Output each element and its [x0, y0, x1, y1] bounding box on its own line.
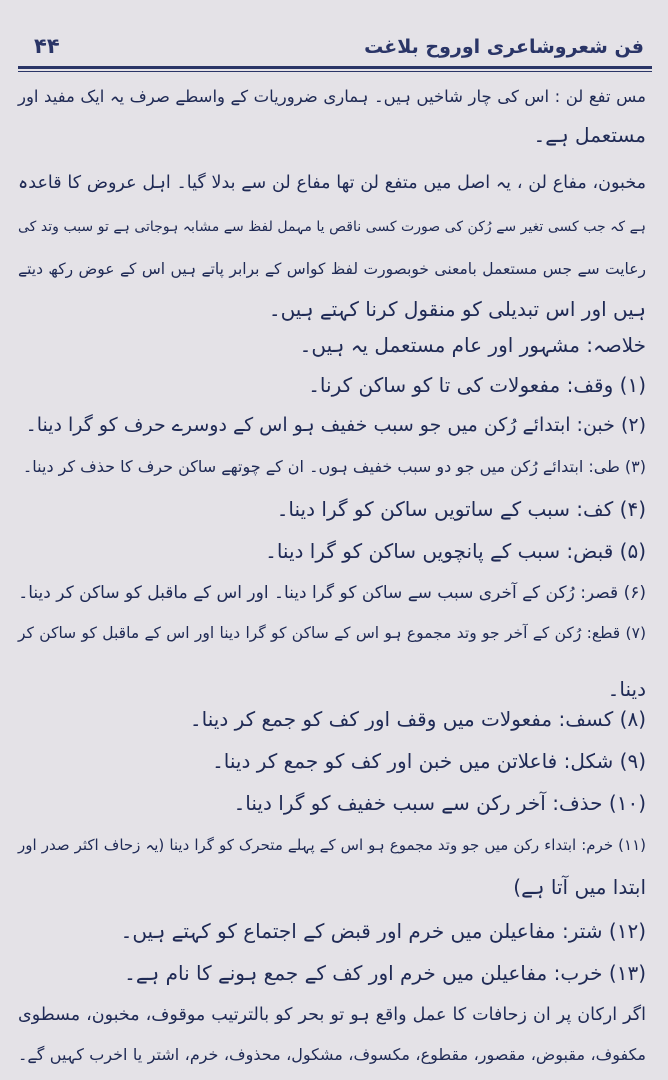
text-line: مخبون، مفاع لن ، یہ اصل میں متفع لن تھا مفاع لن سے بدلا گیا۔ اہل عروض کا قاعدہ: [18, 173, 646, 193]
text-line: اگر ارکان پر ان زحافات کا عمل واقع ہو تو بحر کو بالترتیب موقوف، مخبون، مسطوی: [18, 1005, 646, 1025]
text-line: رعایت سے جس مستعمل بامعنی خوبصورت لفظ کواس کے برابر پاتے ہیں اس کے عوض رکھ دیتے: [18, 260, 646, 278]
list-item: (۴) کف: سبب کے ساتویں ساکن کو گرا دینا۔: [276, 497, 646, 521]
page-number: ۴۴: [34, 34, 60, 58]
text-line: ہیں اور اس تبدیلی کو منقول کرنا کہتے ہیں۔: [268, 297, 646, 321]
text-line: خلاصہ: مشہور اور عام مستعمل یہ ہیں۔: [299, 333, 646, 357]
text-line: ہے کہ جب کسی تغیر سے رُکن کی صورت کسی ناقص یا مہمل لفظ سے مشابہ ہوجاتی ہے تو سبب وتد کی: [18, 219, 646, 235]
list-item: (۸) کسف: مفعولات میں وقف اور کف کو جمع کر دینا۔: [189, 707, 646, 731]
list-item: (۱۰) حذف: آخر رکن سے سبب خفیف کو گرا دینا۔: [233, 791, 646, 815]
header-rule-thick: [18, 66, 652, 69]
text-line: مکفوف، مقبوض، مقصور، مقطوع، مکسوف، مشکول، محذوف، خرم، اشتر یا اخرب کہیں گے۔: [18, 1045, 646, 1064]
list-item: (۱۳) خرب: مفاعیلن میں خرم اور کف کے جمع ہونے کا نام ہے۔: [124, 961, 646, 985]
list-item: (۱) وقف: مفعولات کی تا کو ساکن کرنا۔: [308, 373, 646, 397]
list-item: (۶) قصر: رُکن کے آخری سبب سے ساکن کو گرا دینا۔ اور اس کے ماقبل کو ساکن کر دینا۔: [18, 583, 646, 603]
list-item: (۹) شکل: فاعلاتن میں خبن اور کف کو جمع کر دینا۔: [212, 749, 646, 773]
list-item: (۷) قطع: رُکن کے آخر جو وتد مجموع ہو اس کے ساکن کو گرا دینا اور اس کے ماقبل کو ساکن کر: [18, 624, 646, 642]
text-line: مستعمل ہے۔: [533, 123, 646, 147]
text-line: دینا۔: [607, 677, 646, 701]
header-rule-thin: [18, 71, 652, 72]
text-line: ابتدا میں آتا ہے): [513, 875, 646, 899]
list-item: (۳) طی: ابتدائے رُکن میں جو دو سبب خفیف ہوں۔ ان کے چوتھے ساکن حرف کا حذف کر دینا۔: [22, 457, 646, 476]
running-title: فن شعروشاعری اوروح بلاغت: [364, 36, 644, 58]
list-item: (۱۲) شتر: مفاعیلن میں خرم اور قبض کے اجتماع کو کہتے ہیں۔: [120, 919, 646, 943]
list-item: (۱۱) خرم: ابتداء رکن میں جو وتد مجموع ہو اس کے پہلے متحرک کو گرا دینا (یہ زحاف اکثر صدر اور: [18, 836, 646, 854]
list-item: (۲) خبن: ابتدائے رُکن میں جو سبب خفیف ہو اس کے دوسرے حرف کو گرا دینا۔: [25, 414, 646, 436]
list-item: (۵) قبض: سبب کے پانچویں ساکن کو گرا دینا۔: [265, 539, 646, 563]
text-line: مس تفع لن : اس کی چار شاخیں ہیں۔ ہماری ضروریات کے واسطے صرف یہ ایک مفید اور: [18, 87, 646, 106]
